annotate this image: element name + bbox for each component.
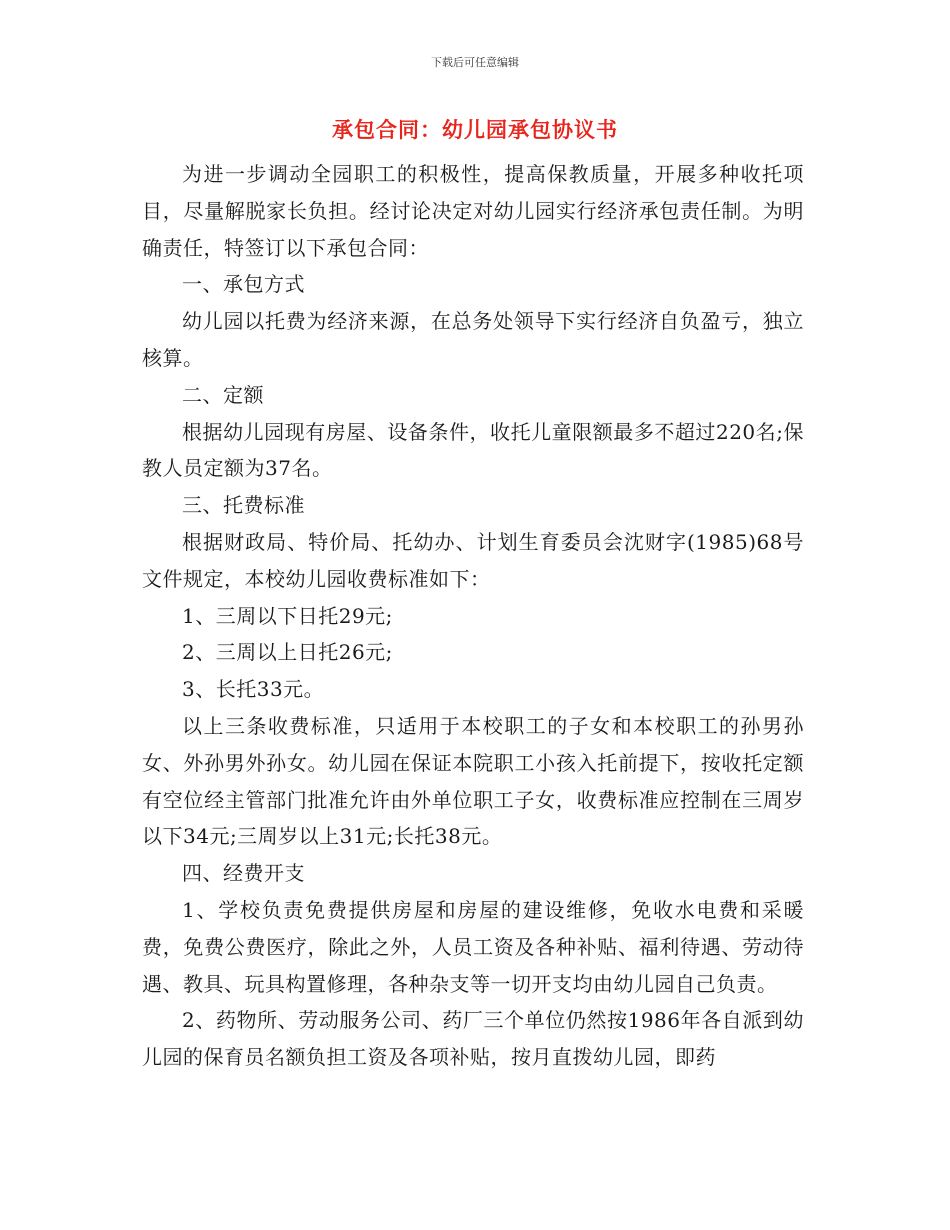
- fee-scope-paragraph: 以上三条收费标准，只适用于本校职工的子女和本校职工的孙男孙女、外孙男外孙女。幼儿园在保证本院职工小孩入托前提下，按收托定额有空位经主管部门批准允许由外单位职工子女，收费标准应控制在三周岁以下34元;三周岁以上31元;长托38元。: [142, 713, 804, 849]
- section-heading-contract-method: 一、承包方式: [182, 272, 305, 297]
- fee-standard-paragraph: 根据财政局、特价局、托幼办、计划生育委员会沈财字(1985)68号文件规定，本校幼儿园收费标准如下：: [142, 529, 804, 591]
- document-title: 承包合同：幼儿园承包协议书: [332, 117, 618, 142]
- section-heading-expenses: 四、经费开支: [182, 861, 305, 886]
- intro-paragraph: 为进一步调动全园职工的积极性，提高保教质量，开展多种收托项目，尽量解脱家长负担。经讨论决定对幼儿园实行经济承包责任制。为明确责任，特签订以下承包合同：: [142, 162, 804, 260]
- fee-item-1: 1、三周以下日托29元;: [182, 603, 393, 628]
- quota-paragraph: 根据幼儿园现有房屋、设备条件，收托儿童限额最多不超过220名;保教人员定额为37名。: [142, 419, 804, 481]
- document-body: [142, 156, 804, 1076]
- expenses-item-1: 1、学校负责免费提供房屋和房屋的建设维修，免收水电费和采暖费，免费公费医疗，除此之外，人员工资及各种补贴、福利待遇、劳动待遇、教具、玩具构置修理，各种杂支等一切开支均由幼儿园自己负责。: [142, 897, 804, 996]
- contract-method-paragraph: 幼儿园以托费为经济来源，在总务处领导下实行经济自负盈亏，独立核算。: [142, 309, 804, 370]
- section-heading-quota: 二、定额: [182, 382, 264, 407]
- expenses-item-2: 2、药物所、劳动服务公司、药厂三个单位仍然按1986年各自派到幼儿园的保育员名额负担工资及各项补贴，按月直拨幼儿园，即药: [142, 1008, 804, 1070]
- header-note: 下载后可任意编辑: [431, 56, 519, 69]
- fee-item-2: 2、三周以上日托26元;: [182, 640, 393, 665]
- section-heading-fee-standard: 三、托费标准: [182, 493, 305, 518]
- fee-item-3: 3、长托33元。: [182, 677, 325, 702]
